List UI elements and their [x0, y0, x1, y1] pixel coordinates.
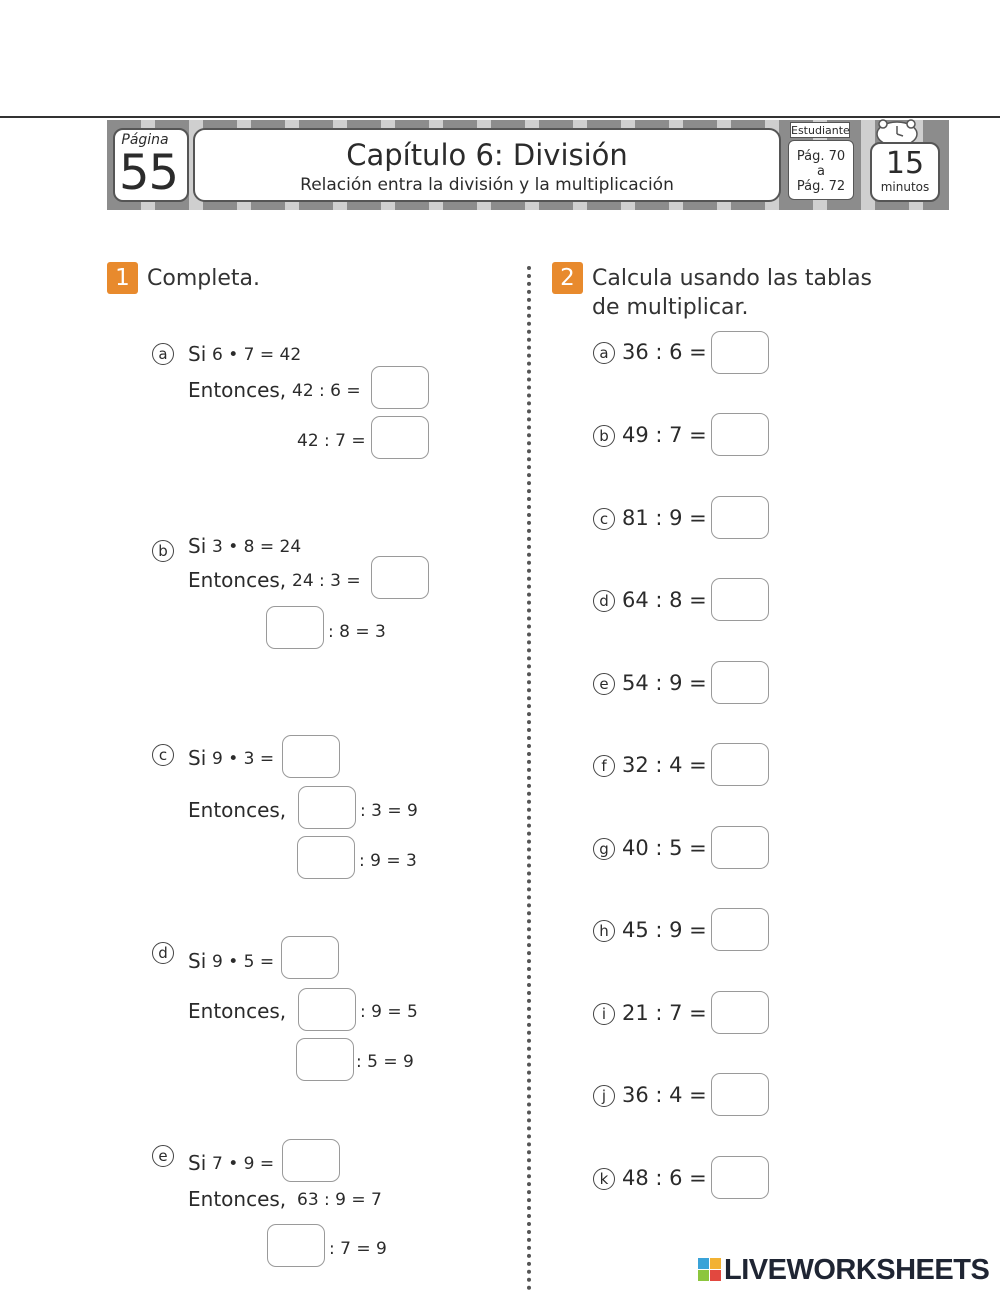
- item-letter-2g: g: [593, 838, 615, 860]
- answer-box-2d[interactable]: [711, 578, 769, 621]
- item-letter-1e: e: [152, 1145, 174, 1167]
- item-letter-2i: i: [593, 1003, 615, 1025]
- student-tag: Estudiante: [791, 124, 850, 137]
- answer-box-2j[interactable]: [711, 1073, 769, 1116]
- division-expression: : 7 = 9: [329, 1239, 387, 1259]
- division-expression: 36 : 4 =: [622, 1083, 707, 1107]
- exercise-2-number: 2: [552, 262, 583, 294]
- answer-box-1e-2[interactable]: [267, 1224, 325, 1267]
- item-letter-1a: a: [152, 343, 174, 365]
- si-label: Si: [188, 1151, 207, 1175]
- timer-unit: minutos: [880, 180, 930, 194]
- division-expression: : 5 = 9: [356, 1052, 414, 1072]
- division-expression: 42 : 7 =: [297, 431, 366, 451]
- item-letter-1b: b: [152, 540, 174, 562]
- student-book-reference: [786, 122, 854, 202]
- exercise-1-number: 1: [107, 262, 138, 294]
- chapter-title-box: [193, 128, 781, 202]
- division-expression: : 3 = 9: [360, 801, 418, 821]
- student-page-separator: a: [817, 164, 825, 179]
- si-label: Si: [188, 949, 207, 973]
- division-expression: : 8 = 3: [328, 622, 386, 642]
- item-letter-1c: c: [152, 744, 174, 766]
- logo-square: [698, 1270, 709, 1281]
- logo-square: [698, 1258, 709, 1269]
- answer-box-1d-3[interactable]: [296, 1038, 354, 1081]
- entonces-label: Entonces,: [188, 999, 287, 1023]
- answer-box-1e-1[interactable]: [282, 1139, 340, 1182]
- item-letter-2h: h: [593, 920, 615, 942]
- item-letter-2a: a: [593, 342, 615, 364]
- answer-box-2k[interactable]: [711, 1156, 769, 1199]
- division-expression: : 9 = 5: [360, 1002, 418, 1022]
- answer-box-1c-3[interactable]: [297, 836, 355, 879]
- answer-box-2c[interactable]: [711, 496, 769, 539]
- division-expression: 64 : 8 =: [622, 588, 707, 612]
- division-expression: 54 : 9 =: [622, 671, 707, 695]
- chapter-title: Capítulo 6: División: [346, 138, 628, 172]
- si-label: Si: [188, 534, 207, 558]
- answer-box-2h[interactable]: [711, 908, 769, 951]
- item-letter-2e: e: [593, 673, 615, 695]
- student-pages: [788, 140, 854, 200]
- division-expression: 63 : 9 = 7: [297, 1190, 382, 1210]
- si-label: Si: [188, 746, 207, 770]
- division-expression: 40 : 5 =: [622, 836, 707, 860]
- answer-box-1a-2[interactable]: [371, 416, 429, 459]
- liveworksheets-logo-icon: [698, 1258, 722, 1282]
- answer-box-2f[interactable]: [711, 743, 769, 786]
- division-expression: 81 : 9 =: [622, 506, 707, 530]
- item-letter-2k: k: [593, 1168, 615, 1190]
- division-expression: : 9 = 3: [359, 851, 417, 871]
- logo-square: [710, 1258, 721, 1269]
- division-expression: 48 : 6 =: [622, 1166, 707, 1190]
- answer-box-2a[interactable]: [711, 331, 769, 374]
- division-expression: 32 : 4 =: [622, 753, 707, 777]
- liveworksheets-logo-text: LIVEWORKSHEETS: [724, 1254, 990, 1286]
- student-page-end: Pág. 72: [796, 179, 846, 194]
- page-number: 55: [119, 145, 179, 201]
- division-expression: 24 : 3 =: [292, 571, 361, 591]
- answer-box-1a-1[interactable]: [371, 366, 429, 409]
- given-equation: 9 • 3 =: [212, 749, 275, 769]
- given-equation: 9 • 5 =: [212, 952, 275, 972]
- chapter-subtitle: Relación entra la división y la multiplicación: [300, 175, 674, 195]
- division-expression: 45 : 9 =: [622, 918, 707, 942]
- timer-box: [870, 142, 940, 202]
- item-letter-2c: c: [593, 508, 615, 530]
- division-expression: 49 : 7 =: [622, 423, 707, 447]
- column-divider: [527, 266, 531, 1291]
- page-label: Página: [121, 132, 169, 148]
- division-expression: 36 : 6 =: [622, 340, 707, 364]
- answer-box-2g[interactable]: [711, 826, 769, 869]
- exercise-1-title: Completa.: [147, 266, 260, 291]
- entonces-label: Entonces,: [188, 568, 287, 592]
- given-equation: 6 • 7 = 42: [212, 345, 302, 365]
- logo-square: [710, 1270, 721, 1281]
- answer-box-1b-2[interactable]: [266, 606, 324, 649]
- given-equation: 7 • 9 =: [212, 1154, 275, 1174]
- entonces-label: Entonces,: [188, 798, 287, 822]
- answer-box-1c-1[interactable]: [282, 735, 340, 778]
- answer-box-1d-2[interactable]: [298, 988, 356, 1031]
- item-letter-2j: j: [593, 1085, 615, 1107]
- answer-box-1b-1[interactable]: [371, 556, 429, 599]
- entonces-label: Entonces,: [188, 1187, 287, 1211]
- si-label: Si: [188, 342, 207, 366]
- timer-value: 15: [885, 146, 925, 181]
- exercise-2-title-continued: de multiplicar.: [592, 295, 749, 320]
- answer-box-2e[interactable]: [711, 661, 769, 704]
- answer-box-2b[interactable]: [711, 413, 769, 456]
- answer-box-1d-1[interactable]: [281, 936, 339, 979]
- student-page-start: Pág. 70: [796, 149, 846, 164]
- answer-box-1c-2[interactable]: [298, 786, 356, 829]
- given-equation: 3 • 8 = 24: [212, 537, 302, 557]
- item-letter-1d: d: [152, 942, 174, 964]
- item-letter-2b: b: [593, 425, 615, 447]
- page-number-box: [113, 128, 189, 202]
- exercise-2-title: Calcula usando las tablas: [592, 266, 873, 291]
- answer-box-2i[interactable]: [711, 991, 769, 1034]
- item-letter-2d: d: [593, 590, 615, 612]
- division-expression: 42 : 6 =: [292, 381, 361, 401]
- top-rule: [0, 116, 1000, 118]
- entonces-label: Entonces,: [188, 378, 287, 402]
- item-letter-2f: f: [593, 755, 615, 777]
- division-expression: 21 : 7 =: [622, 1001, 707, 1025]
